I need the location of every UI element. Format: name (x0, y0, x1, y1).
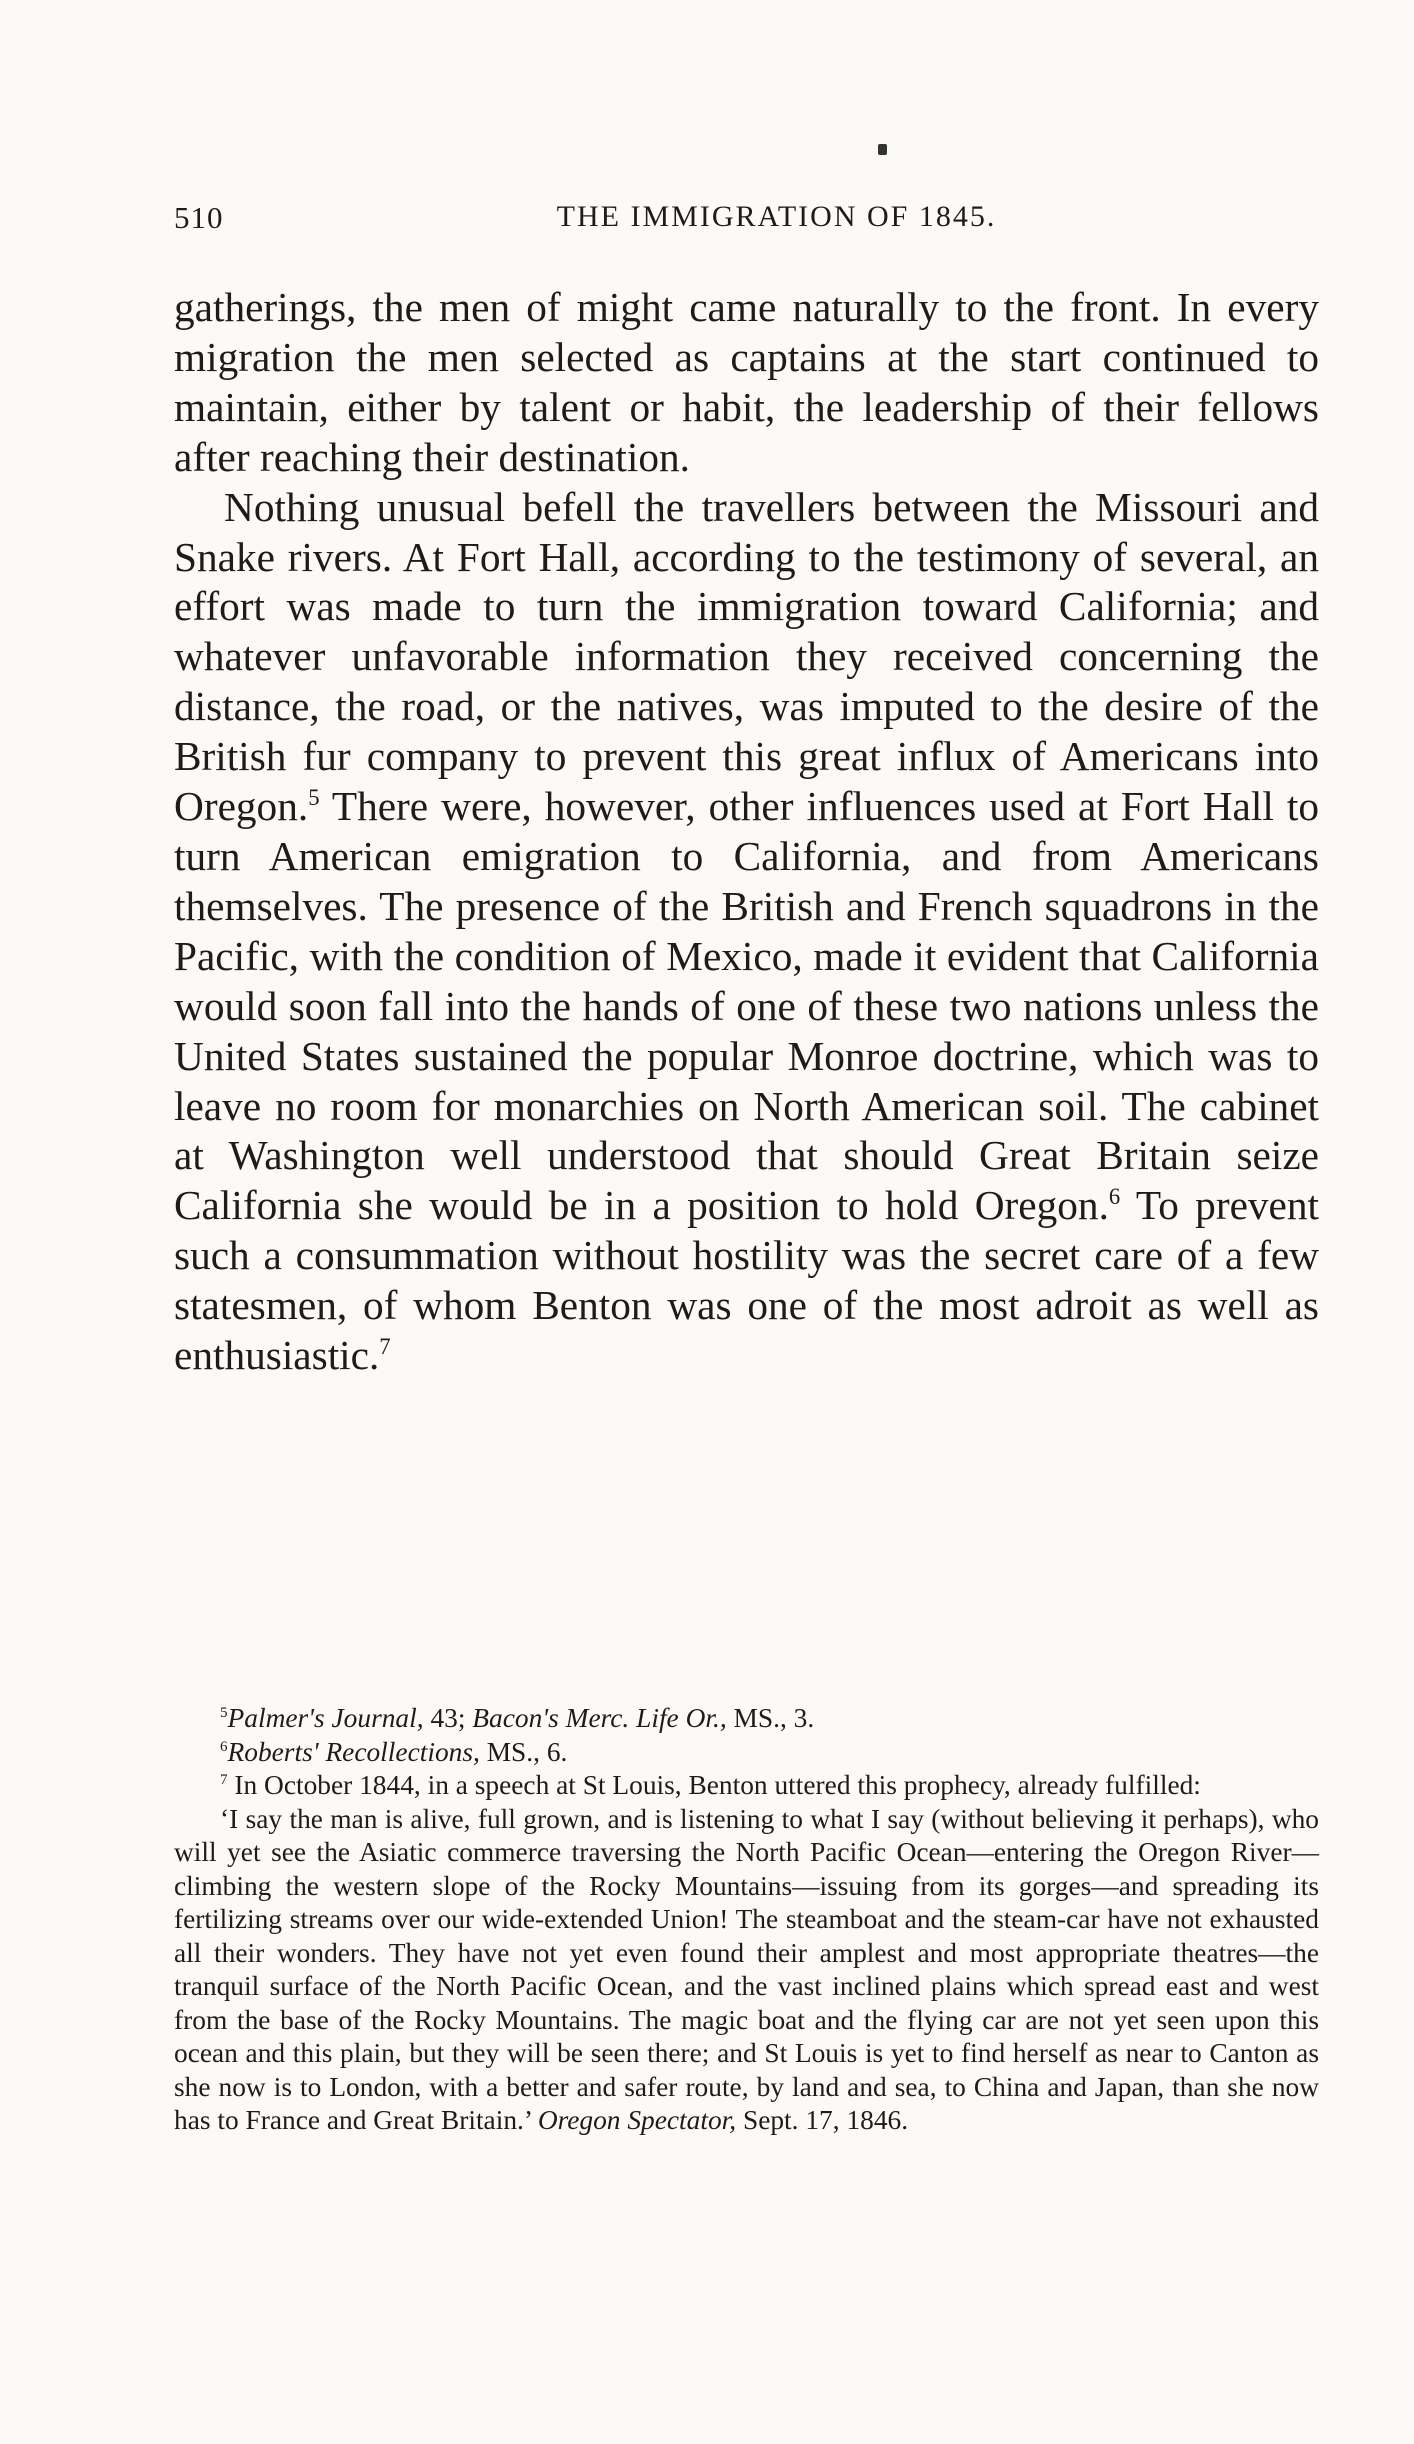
footnote-7-text: In October 1844, in a speech at St Louis, Benton uttered this prophecy, already fulfilled: (227, 1770, 1201, 1800)
footnote-ref-5: 5 (308, 785, 320, 811)
footnote-6-mark: 6 (220, 1738, 228, 1755)
footnote-7 (174, 1769, 1319, 1803)
footnote-5-title-2: Bacon's Merc. Life Or., (472, 1703, 727, 1733)
paragraph-2-part-b: There were, however, other influences used at Fort Hall to turn American emigration to California, and from Americans themselves. The presence of the British and French squadrons in the Pacific, with the condition of Mexico, made it evident that California would soon fall into the hands of one of these two nations unless the United States sustained the popular Monroe doctrine, which was to leave no room for monarchies on North American soil. The cabinet at Washington well understood that should Great Britain seize California she would be in a position to hold Oregon. (174, 783, 1319, 1229)
footnote-7-mark: 7 (220, 1771, 228, 1788)
footnote-5 (174, 1702, 1319, 1736)
footnote-5-end: MS., 3. (726, 1703, 815, 1733)
paragraph-2 (174, 483, 1319, 1381)
page-number: 510 (174, 200, 224, 235)
quote-text: ‘I say the man is alive, full grown, and is listening to what I say (without believing it perhaps), who will yet see the Asiatic commerce traversing the North Pacific Ocean—entering the Oregon River—climbing the western slope of the Rocky Mountains—issuing from its gorges—and spreading its fertilizing streams over our wide-extended Union! The steamboat and the steam-car have not exhausted all their wonders. They have not yet even found their amplest and most appropriate theatres—the tranquil surface of the North Pacific Ocean, and the vast inclined plains which spread east and west from the base of the Rocky Mountains. The magic boat and the flying car are not yet seen upon this ocean and this plain, but they will be seen there; and St Louis is yet to find herself as near to Canton as she now is to London, with a better and safer route, by land and sea, to China and Japan, than she now has to France and Great Britain.’ (174, 1803, 1319, 2135)
paragraph-2-part-c: To prevent such a consummation without hostility was the secret care of a few statesmen, of whom Benton was one of the most adroit as well as enthusiastic. (174, 1182, 1319, 1379)
paragraph-1: gatherings, the men of might came naturally to the front. In every migration the men selected as captains at the start continued to maintain, either by talent or habit, the leadership of their fellows after reaching their destination. (174, 284, 1319, 480)
footnote-5-mark: 5 (220, 1704, 228, 1721)
footnote-ref-7: 7 (379, 1334, 391, 1360)
footnote-6-title: Roberts' Recollections, (227, 1736, 480, 1767)
quote-date: Sept. 17, 1846. (736, 2105, 909, 2135)
page-header (174, 200, 1319, 244)
print-mark (878, 144, 887, 155)
running-title: THE IMMIGRATION OF 1845. (556, 200, 997, 233)
paragraph-2-part-a: Nothing unusual befell the travellers between the Missouri and Snake rivers. At Fort Hall, according to the testimony of several, an effort was made to turn the immigration toward California; and whatever unfavorable information they received concerning the distance, the road, or the natives, was imputed to the desire of the British fur company to prevent this great influx of Americans into Oregon. (174, 483, 1319, 830)
footnote-5-title-1: Palmer's Journal, (227, 1703, 424, 1733)
footnote-6-end: MS., 6. (479, 1736, 568, 1767)
footnote-7-quote (174, 1803, 1319, 2138)
footnote-6 (174, 1736, 1319, 1770)
footnote-5-mid: 43; (423, 1703, 473, 1733)
footnote-ref-6: 6 (1108, 1184, 1121, 1210)
body-text (174, 283, 1319, 1381)
quote-source: Oregon Spectator, (537, 2105, 737, 2135)
footnotes (174, 1702, 1319, 2138)
